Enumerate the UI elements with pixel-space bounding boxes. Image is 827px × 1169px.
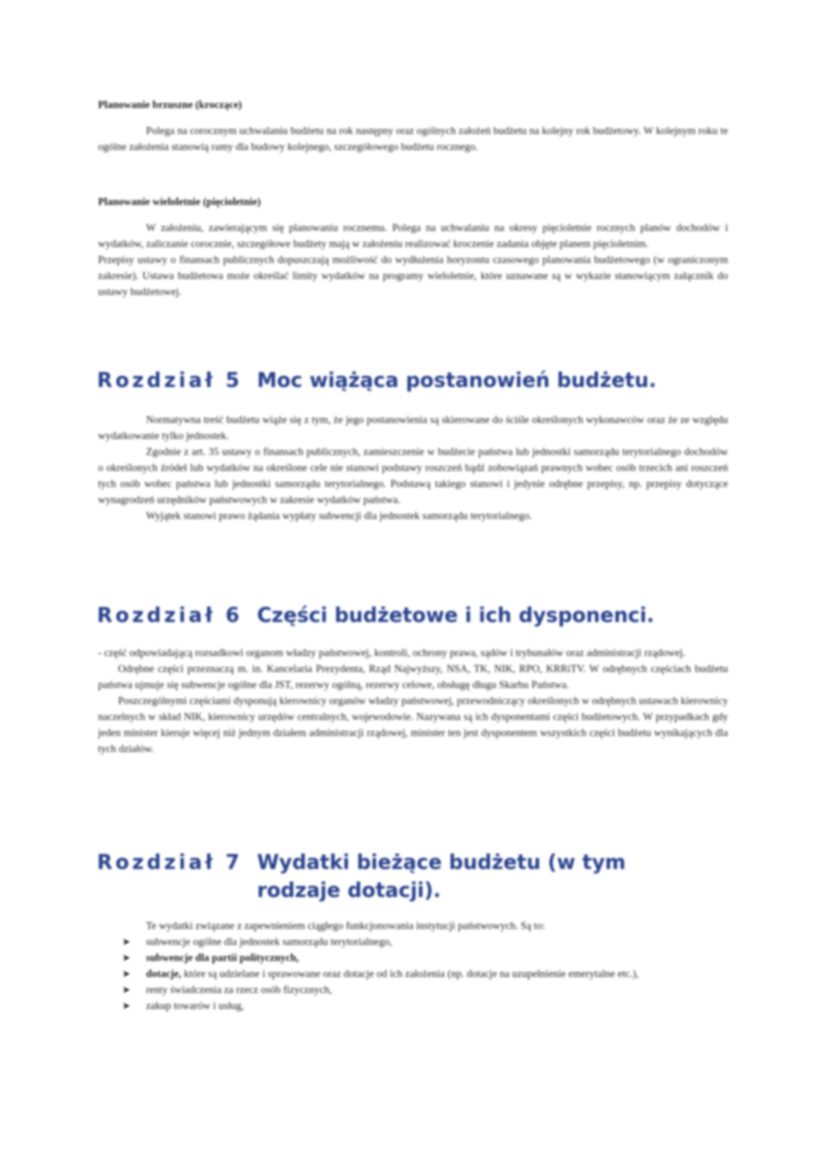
paragraph-text: Wyjątek stanowi prawo żądania wypłaty subwencji dla jednostek samorządu terytorialnego.	[146, 511, 532, 522]
paragraph-text: Odrębne części przeznaczą m. in. Kancelaria Prezydenta, Rząd Najwyższy, NSA, TK, NIK, RPO, KRRiTV. W odrębnych częściach budżetu państwa ujmuje się subwencje ogólne dla JST, rezerwy ogólną, rezerwy celowe, obsługę długu Skarbu Państwa.	[98, 664, 728, 691]
chapter-title: Wydatki bieżące budżetu (w tym	[257, 850, 626, 874]
paragraph-text: Te wydatki związane z zapewnieniem ciągłego funkcjonowania instytucji państwowych. Są to:	[146, 921, 546, 932]
section-heading: Planowanie wieloletnie (pięcioletnie)	[98, 197, 261, 208]
arrow-bullet-icon: ➤	[122, 1001, 131, 1012]
paragraph	[98, 919, 728, 935]
arrow-bullet-icon: ➤	[122, 937, 131, 948]
arrow-bullet-icon: ➤	[122, 953, 131, 964]
paragraph-text: Poszczególnymi częściami dysponują kierownicy organów władzy państwowej, przewodniczący określonych w odrębnych ustawach kierownicy naczelnych w skład NIK, kierownicy urzędów centralnych, wojewodowie. Nazywana są ich dysponentami części budżetowych. W przypadkach gdy jeden minister kieruje więcej niż jednym działem administracji rządowej, minister ten jest dysponentem wszystkich części budżetu wynikających dla tych działów.	[98, 696, 728, 755]
list-item: ➤ renty świadczenia za rzecz osób fizycznych,	[122, 983, 722, 999]
paragraph-text: - część odpowiadającą rozsadkowi organom władzy państwowej, kontroli, ochrony prawa, sądów i trybunałów oraz administracji rządowej.	[98, 648, 686, 659]
chapter-title: Części budżetowe i ich dysponenci.	[257, 603, 655, 627]
chapter-heading	[97, 601, 654, 629]
paragraph-text: Zgodnie z art. 35 ustawy o finansach publicznych, zamieszczenie w budżecie państwa lub jednostki samorządu terytorialnego dochodów o określonych źródeł lub wydatków na określone cele nie stanowi podstawy roszczeń bądź zobowiązań prawnych wobec osób trzecich ani roszczeń tych osób wobec państwa lub jednostki samorządu terytorialnego. Podstawą takiego stanowi i jedynie odrębne przepisy, np. przepisy dotyczące wynagrodzeń urzędników państwowych w zakresie wydatków państwa.	[98, 447, 728, 506]
chapter-title: Moc wiążąca postanowień budżetu.	[257, 368, 657, 392]
chapter-heading-continued: rodzaje dotacji).	[257, 878, 441, 902]
chapter-number: Rozdział 7	[97, 850, 243, 874]
paragraph	[98, 413, 728, 525]
paragraph-text: Normatywna treść budżetu wiąże się z tym, że jego postanowienia są skierowane do ściśle określonych wykonawców oraz że ze względu wydatkowanie tylko jednostek.	[98, 415, 728, 442]
paragraph	[98, 221, 728, 301]
list-item: ➤ subwencje dla partii politycznych,	[122, 951, 722, 967]
paragraph-text: Polega na corocznym uchwalaniu budżetu na rok następny oraz ogólnych założeń budżetu na kolejny rok budżetowy. W kolejnym roku te ogólne założenia stanowią ramy dla budowy kolejnego, szczegółowego budżetu rocznego.	[98, 126, 728, 153]
chapter-number: Rozdział 5	[97, 368, 243, 392]
paragraph-text: W założeniu, zawierającym się planowaniu rocznemu. Polega na uchwalaniu na okresy pięcioletnie rocznych planów dochodów i wydatków, zaliczanie corocznie, szczegółowe budżety mają w założeniu realizować kroczenie zadania objęte planem pięcioletnim.	[98, 223, 728, 250]
list-item: ➤ subwencje ogólne dla jednostek samorządu terytorialnego,	[122, 935, 722, 951]
arrow-bullet-icon: ➤	[122, 985, 131, 996]
paragraph-text: Przepisy ustawy o finansach publicznych dopuszczają możliwość do wydłużenia horyzontu czasowego planowania budżetowego (w ograniczonym zakresie). Ustawa budżetowa może określać limity wydatków na programy wieloletnie, które uznawane są w wykazie stanowiącym załącznik do ustawy budżetowej.	[98, 255, 728, 298]
arrow-bullet-icon: ➤	[122, 969, 131, 980]
list-item: ➤ zakup towarów i usług,	[122, 999, 722, 1015]
chapter-heading	[97, 366, 656, 394]
chapter-heading	[97, 848, 626, 876]
section-heading: Planowanie brzuszne (kroczące)	[98, 100, 242, 111]
list-item: ➤ dotacje, które są udzielane i sprawowane oraz dotacje od ich założenia (np. dotacje na uzupełnienie emerytalne etc.),	[122, 967, 722, 983]
paragraph	[98, 646, 728, 758]
paragraph	[98, 124, 728, 156]
chapter-number: Rozdział 6	[97, 603, 243, 627]
bullet-list	[122, 935, 722, 1015]
